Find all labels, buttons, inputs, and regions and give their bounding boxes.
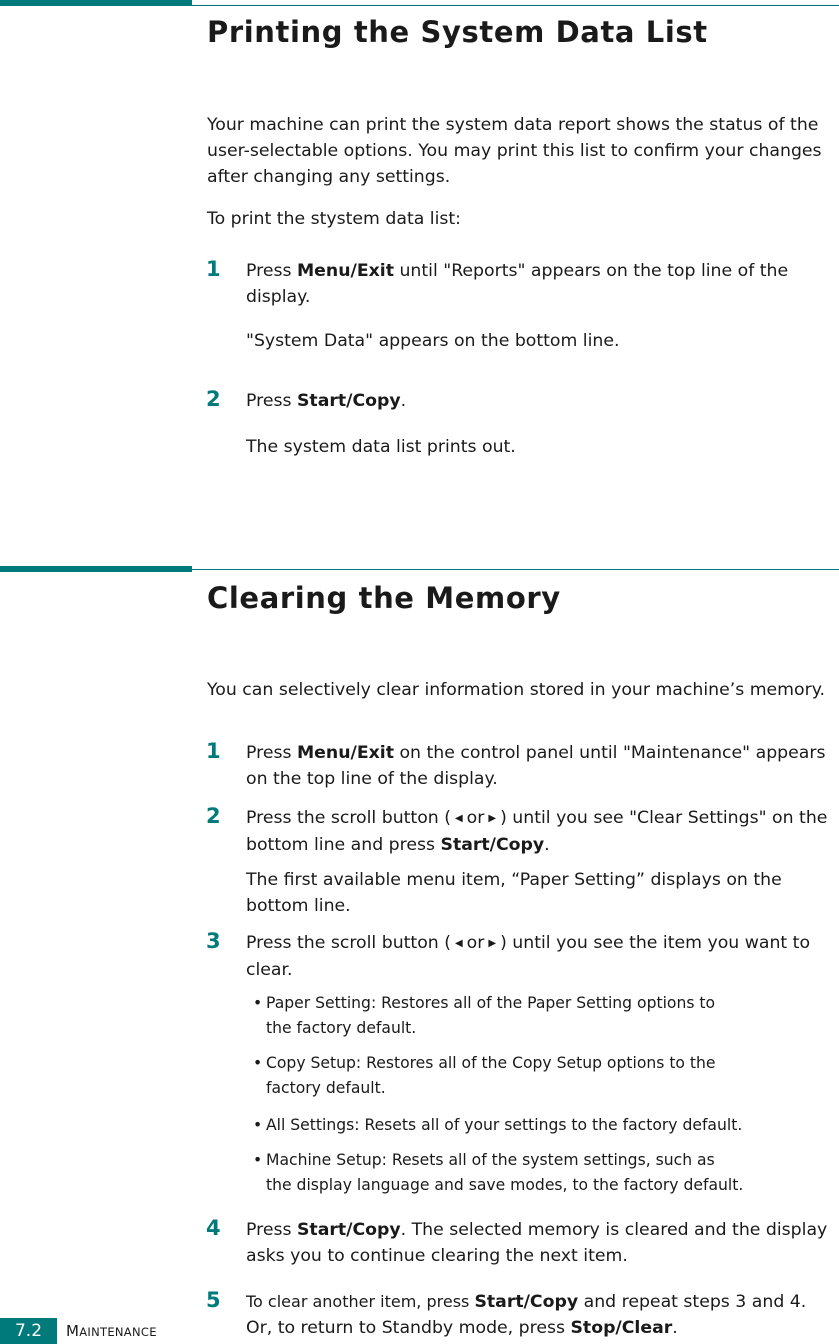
section-rule (192, 5, 839, 6)
section1-intro: Your machine can print the system data report shows the status of the user-selectable options. You may print this list to confirm your changes after changing any settings. (207, 115, 822, 187)
section-title-clearing-memory: Clearing the Memory (207, 581, 561, 615)
step-number: 1 (206, 739, 221, 763)
step-text: Press Menu/Exit until "Reports" appears on the top line of the display. (246, 261, 789, 307)
page-number: 7.2 (0, 1318, 57, 1344)
step-note: The first available menu item, “Paper Setting” displays on the bottom line. (246, 870, 782, 916)
left-arrow-icon: ◀ (454, 938, 463, 949)
list-item: • All Settings: Resets all of your settings to the factory default. (253, 1116, 743, 1134)
right-arrow-icon: ▶ (488, 813, 497, 824)
step-number: 2 (206, 387, 221, 411)
section-accent-bar (0, 566, 192, 572)
left-arrow-icon: ◀ (454, 813, 463, 824)
step-number: 1 (206, 257, 221, 281)
list-item: • Paper Setting: Restores all of the Paper Setting options to the factory default. (253, 994, 716, 1037)
step-note: "System Data" appears on the bottom line. (246, 331, 620, 351)
step-text: Press the scroll button ( ◀ or ▶ ) until you see "Clear Settings" on the bottom line and press Start/Copy. (246, 808, 828, 855)
section2-intro: You can selectively clear information stored in your machine’s memory. (207, 680, 825, 700)
step-text: Press Start/Copy. The selected memory is cleared and the display asks you to continue clearing the next item. (246, 1220, 828, 1266)
step-text: Press the scroll button ( ◀ or ▶ ) until you see the item you want to clear. (246, 933, 811, 980)
section-title-system-data: Printing the System Data List (207, 15, 708, 49)
section-accent-bar (0, 0, 192, 6)
section1-lead: To print the stystem data list: (207, 209, 462, 229)
step-number: 3 (206, 929, 221, 953)
step-number: 4 (206, 1216, 221, 1240)
step-text: Press Menu/Exit on the control panel until "Maintenance" appears on the top line of the display. (246, 743, 826, 789)
section-rule (192, 569, 839, 570)
right-arrow-icon: ▶ (488, 938, 497, 949)
chapter-label: MAINTENANCE (66, 1322, 157, 1340)
step-text: Press Start/Copy. (246, 391, 407, 411)
step-number: 2 (206, 804, 221, 828)
step-number: 5 (206, 1288, 221, 1312)
list-item: • Copy Setup: Restores all of the Copy Setup options to the factory default. (253, 1054, 716, 1097)
step-text: To clear another item, press Start/Copy and repeat steps 3 and 4. Or, to return to Standby mode, press Stop/Clear. (246, 1292, 807, 1338)
step-note: The system data list prints out. (246, 437, 516, 457)
list-item: • Machine Setup: Resets all of the system settings, such as the display language and save modes, to the factory default. (253, 1151, 744, 1194)
